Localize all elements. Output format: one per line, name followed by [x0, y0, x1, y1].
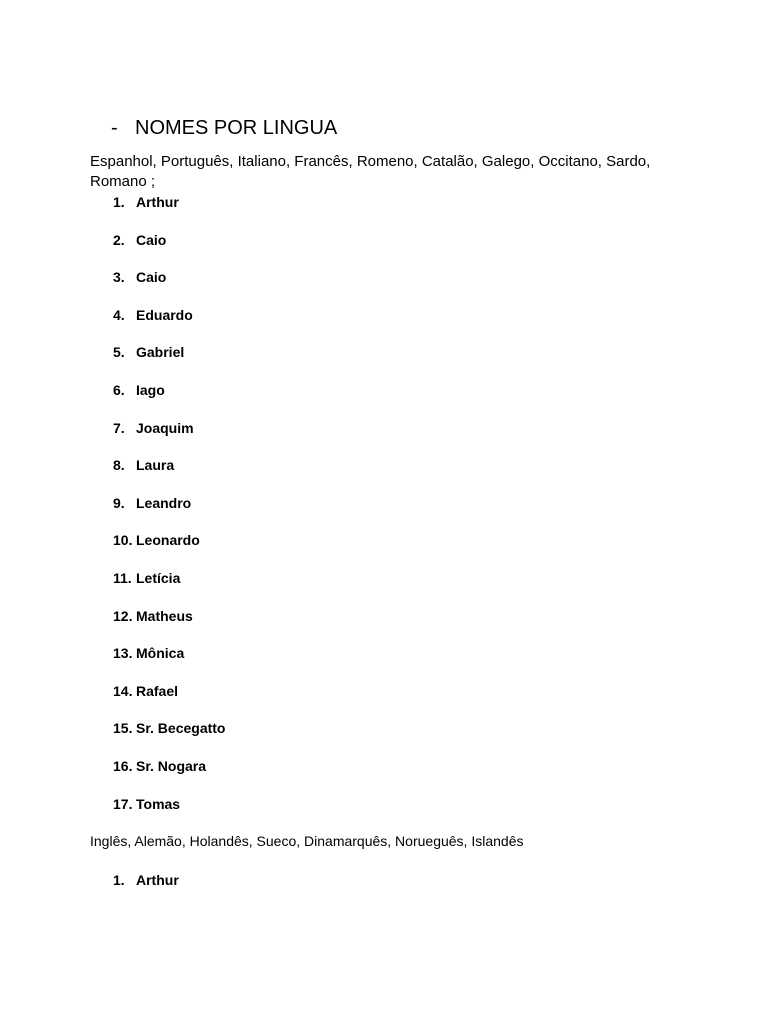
- list-item-number: 17.: [113, 795, 133, 812]
- list-item-name: Arthur: [136, 872, 179, 888]
- list-item-number: 8.: [113, 457, 125, 474]
- list-item-name: Arthur: [136, 194, 179, 210]
- list-item-number: 1.: [113, 194, 125, 210]
- list-item-name: Sr. Becegatto: [136, 720, 226, 737]
- list-item-name: Eduardo: [136, 306, 193, 323]
- list-item-number: 2.: [113, 231, 125, 248]
- list-item-name: Mônica: [136, 645, 185, 662]
- list-item-number: 13.: [113, 645, 133, 662]
- section1-languages: Espanhol, Português, Italiano, Francês, Romeno, Catalão, Galego, Occitano, Sardo, Romano ;: [90, 153, 651, 190]
- list-item-name: Rafael: [136, 682, 179, 699]
- list-item-name: Gabriel: [136, 344, 185, 361]
- list-item-name: Joaquim: [136, 419, 194, 436]
- section2-languages: Inglês, Alemão, Holandês, Sueco, Dinamarquês, Norueguês, Islandês: [90, 833, 524, 849]
- heading-text: NOMES POR LINGUA: [135, 117, 338, 139]
- list-item-number: 10.: [113, 532, 133, 549]
- list-item-number: 1.: [113, 872, 125, 888]
- list-item-name: Matheus: [136, 607, 193, 624]
- list-item-number: 9.: [113, 494, 125, 511]
- list-item-number: 16.: [113, 758, 133, 774]
- list-item-number: 6.: [113, 382, 125, 398]
- list-item-number: 14.: [113, 682, 133, 699]
- list-item-number: 15.: [113, 720, 133, 737]
- page-heading: [111, 116, 337, 140]
- list-item-name: Caio: [136, 231, 167, 248]
- list-item-name: Leandro: [136, 494, 192, 511]
- list-item-name: Laura: [136, 457, 175, 474]
- list-item-number: 3.: [113, 269, 125, 286]
- heading-bullet: -: [111, 117, 118, 139]
- list-item-name: Letícia: [136, 570, 181, 586]
- list-item-name: Caio: [136, 269, 167, 286]
- list-item-name: Leonardo: [136, 532, 200, 549]
- list-item-name: Tomas: [136, 795, 181, 812]
- list-item-number: 12.: [113, 607, 133, 624]
- list-item-number: 11.: [113, 570, 132, 586]
- list-item-name: Iago: [136, 382, 165, 398]
- list-item-number: 7.: [113, 419, 125, 436]
- list-item-number: 4.: [113, 306, 125, 323]
- list-item-name: Sr. Nogara: [136, 758, 207, 774]
- list-item-number: 5.: [113, 344, 125, 361]
